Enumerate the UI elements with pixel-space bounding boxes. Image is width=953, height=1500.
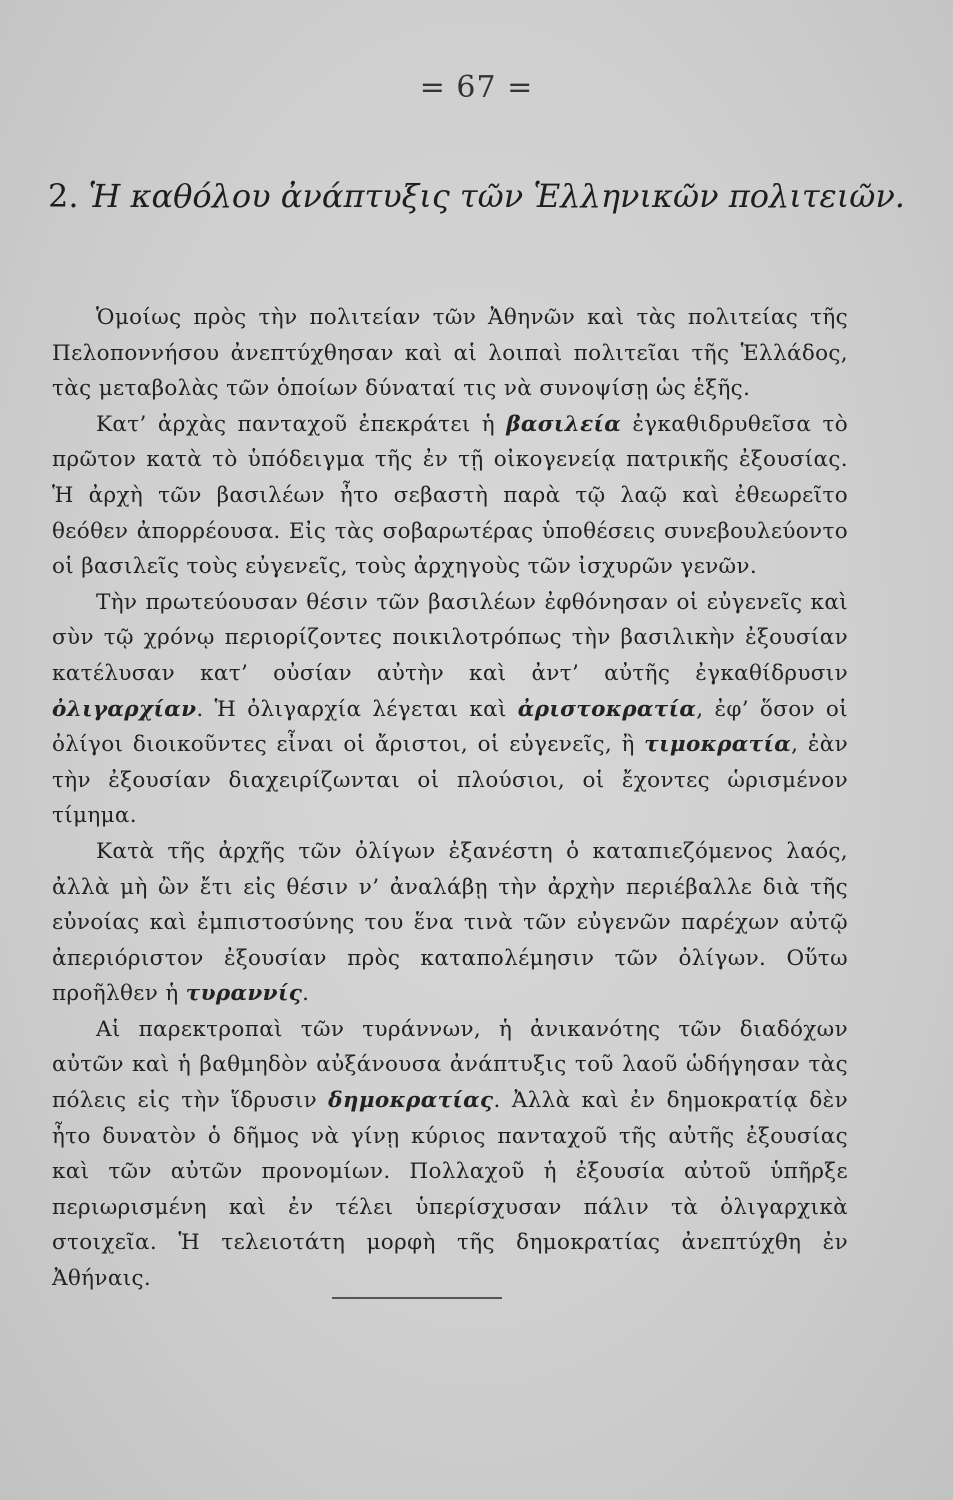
- paragraph: [52, 407, 848, 585]
- chapter-number: 2.: [48, 177, 79, 215]
- emphasized-term: βασιλεία: [506, 411, 622, 437]
- paragraph: [52, 1012, 848, 1297]
- emphasized-term: τυραννίς: [185, 981, 303, 1007]
- paragraph: [52, 300, 848, 407]
- body-text: [52, 300, 848, 1297]
- text-run: Κατὰ τῆς ἀρχῆς τῶν ὀλίγων ἐξανέστη ὁ καταπιεζόμενος λαός, ἀλλὰ μὴ ὢν ἔτι εἰς θέσιν ν’ ἀναλάβῃ τὴν ἀρχὴν περιέβαλλε διὰ τῆς εὐνοίας καὶ ἐμπιστοσύνης του ἕνα τινὰ τῶν εὐγενῶν παρέχων αὐτῷ ἀπεριόριστον ἐξουσίαν πρὸς καταπολέμησιν τῶν ὀλίγων. Οὕτω προῆλθεν ἡ: [52, 838, 848, 1007]
- emphasized-term: ἀριστοκρατία: [517, 696, 697, 722]
- text-run: Αἱ παρεκτροπαὶ τῶν τυράννων, ἡ ἀνικανότης τῶν διαδόχων αὐτῶν καὶ ἡ βαθμηδὸν αὐξάνουσα ἀνάπτυξις τοῦ λαοῦ ὡδήγησαν τὰς πόλεις εἰς τὴν ἵδρυσιν: [52, 1016, 848, 1114]
- text-run: Τὴν πρωτεύουσαν θέσιν τῶν βασιλέων ἐφθόνησαν οἱ εὐγενεῖς καὶ σὺν τῷ χρόνῳ περιορίζοντες ποικιλοτρόπως τὴν βασιλικὴν ἐξουσίαν κατέλυσαν κατ’ οὐσίαν αὐτὴν καὶ ἀντ’ αὐτῆς ἐγκαθίδρυσιν: [52, 589, 848, 686]
- emphasized-term: δημοκρατίας: [328, 1088, 494, 1114]
- emphasized-term: τιμοκρατία: [644, 732, 792, 758]
- section-divider: [332, 1297, 502, 1299]
- text-run: . Ἀλλὰ καὶ ἐν δημοκρατίᾳ δὲν ἦτο δυνατὸν ὁ δῆμος νὰ γίνῃ κύριος πανταχοῦ τῆς αὐτῆς ἐξουσίας καὶ τῶν αὐτῶν προνομίων. Πολλαχοῦ ἡ ἐξουσία αὐτοῦ ὑπῆρξε περιωρισμένη καὶ ἐν τέλει ὑπερίσχυσαν πάλιν τὰ ὀλιγαρχικὰ στοιχεῖα. Ἡ τελειοτάτη μορφὴ τῆς δημοκρατίας ἀνεπτύχθη ἐν Ἀθήναις.: [52, 1088, 848, 1292]
- emphasized-term: ὀλιγαρχίαν: [52, 696, 197, 722]
- text-run: , ἐὰν τὴν ἐξουσίαν διαχειρίζωνται οἱ πλούσιοι, οἱ ἔχοντες ὡρισμένον τίμημα.: [52, 732, 848, 829]
- text-run: Ὁμοίως πρὸς τὴν πολιτείαν τῶν Ἀθηνῶν καὶ τὰς πολιτείας τῆς Πελοποννήσου ἀνεπτύχθησαν καὶ αἱ λοιπαὶ πολιτεῖαι τῆς Ἑλλάδος, τὰς μεταβολὰς τῶν ὁποίων δύναταί τις νὰ συνοψίσῃ ὡς ἑξῆς.: [52, 305, 848, 402]
- chapter-heading: [0, 168, 953, 224]
- page-number: = 67 =: [419, 70, 534, 105]
- text-run: . Ἡ ὀλιγαρχία λέγεται καὶ: [196, 696, 518, 722]
- paragraph: [52, 585, 848, 834]
- text-run: Κατ’ ἀρχὰς πανταχοῦ ἐπεκράτει ἡ: [96, 411, 507, 437]
- paragraph: [52, 834, 848, 1012]
- text-run: .: [302, 981, 310, 1007]
- text-run: , ἐφ’ ὅσον οἱ ὀλίγοι διοικοῦντες εἶναι οἱ ἄριστοι, οἱ εὐγενεῖς, ἢ: [52, 696, 849, 758]
- chapter-title: Ἡ καθόλου ἀνάπτυξις τῶν Ἑλληνικῶν πολιτειῶν.: [88, 177, 905, 215]
- text-run: ἐγκαθιδρυθεῖσα τὸ πρῶτον κατὰ τὸ ὑπόδειγμα τῆς ἐν τῇ οἰκογενείᾳ πατρικῆς ἐξουσίας. Ἡ ἀρχὴ τῶν βασιλέων ἦτο σεβαστὴ παρὰ τῷ λαῷ καὶ ἐθεωρεῖτο θεόθεν ἀπορρέουσα. Εἰς τὰς σοβαρωτέρας ὑποθέσεις συνεβουλεύοντο οἱ βασιλεῖς τοὺς εὐγενεῖς, τοὺς ἀρχηγοὺς τῶν ἰσχυρῶν γενῶν.: [52, 411, 848, 580]
